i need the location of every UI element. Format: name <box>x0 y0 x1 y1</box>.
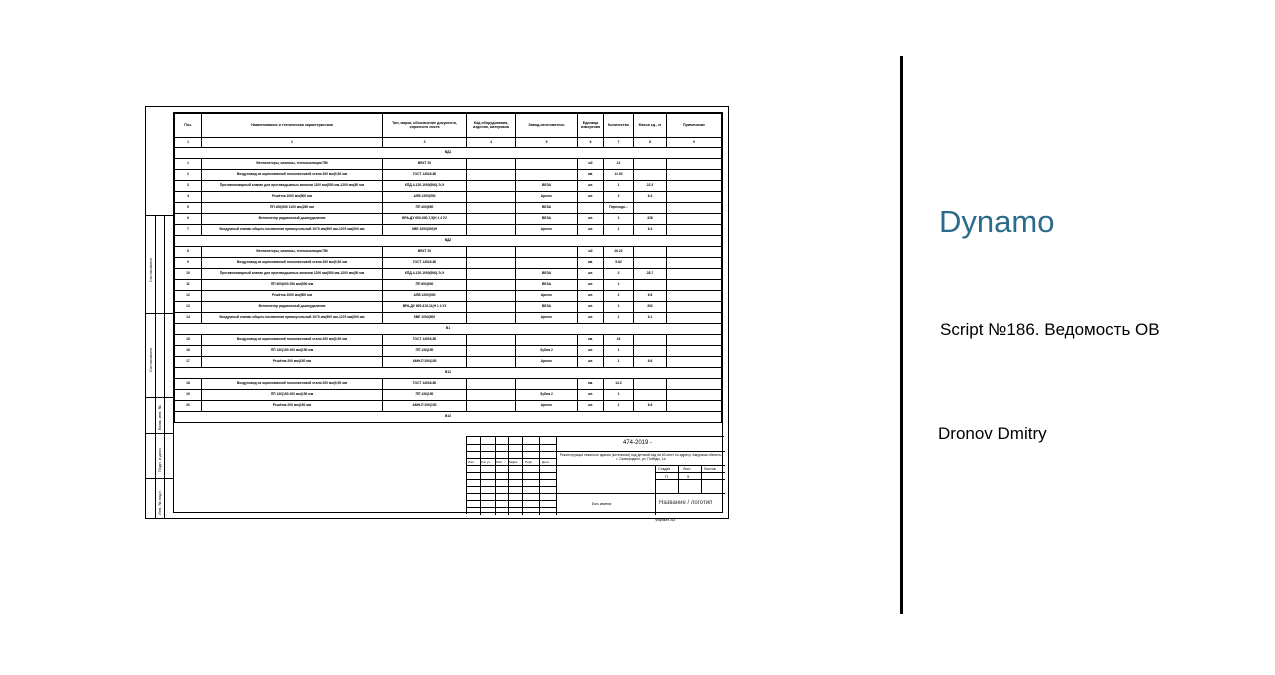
table-cell <box>667 313 722 324</box>
table-cell: 22.3 <box>634 181 667 192</box>
table-cell: Воздуховод из оцинкованной тонколистовой стали 300 мм(0,50 мм <box>202 258 383 269</box>
table-cell <box>667 291 722 302</box>
table-row <box>175 390 722 401</box>
side-cell-agreed-2 <box>146 313 173 397</box>
table-cell: Наименование и техническая характеристика <box>202 114 383 138</box>
app-title: Dynamo <box>939 204 1055 239</box>
table-row <box>175 247 722 258</box>
table-cell: 1 <box>604 214 634 225</box>
table-cell: Арктос <box>516 313 578 324</box>
table-cell <box>516 335 578 346</box>
table-row <box>175 379 722 390</box>
table-cell: шт. <box>578 192 604 203</box>
side-cell-agreed-1 <box>146 215 173 313</box>
table-cell: шт. <box>578 390 604 401</box>
table-cell: Завод-изготовитель <box>516 114 578 138</box>
table-cell: Воздуховод из оцинкованной тонколистовой стали 200 мм(0,50 мм <box>202 379 383 390</box>
table-cell <box>634 346 667 357</box>
table-cell: Решётка 1000 мм(500 мм <box>202 291 383 302</box>
side-label: Инв. № подл. <box>157 490 162 515</box>
table-cell: 1 <box>604 280 634 291</box>
table-cell: КВЕ 1000(500 <box>383 313 467 324</box>
stamp-sheet-label: Лист <box>683 467 691 471</box>
table-cell: Решётка 200 мм(150 мм <box>202 357 383 368</box>
table-row <box>175 159 722 170</box>
table-cell <box>667 269 722 280</box>
table-cell: Примечание <box>667 114 722 138</box>
side-label: Взам. инв. № <box>157 405 162 430</box>
table-cell: 6 <box>175 214 202 225</box>
table-cell <box>667 401 722 412</box>
table-cell <box>516 379 578 390</box>
stamp-sheet-value: 9 <box>687 474 690 479</box>
table-cell: 4 <box>175 192 202 203</box>
table-cell: 6.1 <box>634 313 667 324</box>
table-cell: 5.82 <box>604 258 634 269</box>
table-cell: ПП 130(150 200 мм(150 мм <box>202 346 383 357</box>
table-cell: 2 <box>604 269 634 280</box>
table-cell: Вентиляторы, клапаны, теплоизоляция ПМ <box>202 159 383 170</box>
table-cell: АЛВ 1200(500 <box>383 192 467 203</box>
table-cell: Воздуховод из оцинкованной тонколистовой стали 200 мм(0,50 мм <box>202 335 383 346</box>
table-cell: Противопожарный клапан для противодымных каналов 1100 мм(500 мм-1200 мм(50 мм <box>202 181 383 192</box>
table-group-row <box>175 412 722 423</box>
table-cell: 26.22 <box>604 247 634 258</box>
table-cell: ПП 600(600 <box>383 280 467 291</box>
table-cell: КПД-4-120-1000(500)-Э-Э <box>383 269 467 280</box>
table-cell: Зубов 2 <box>516 346 578 357</box>
table-cell: 16 <box>604 335 634 346</box>
table-cell: шт. <box>578 181 604 192</box>
table-cell <box>667 159 722 170</box>
table-cell: Масса ед., кг <box>634 114 667 138</box>
table-cell: КПД-4-120-1000(500)-Э-Э <box>383 181 467 192</box>
table-cell: 13 <box>175 302 202 313</box>
table-cell: ВЕЗА <box>516 203 578 214</box>
table-column-numbers-row <box>175 138 722 148</box>
table-cell: шт. <box>578 291 604 302</box>
table-cell: 6.4 <box>634 225 667 236</box>
table-cell: 2 <box>202 138 383 148</box>
table-cell: 10 <box>175 269 202 280</box>
table-cell <box>667 346 722 357</box>
table-cell: ВЕЗА <box>516 269 578 280</box>
table-cell <box>467 401 516 412</box>
table-cell: Противопожарный клапан для противодымных каналов 1200 мм(500 мм-1200 мм(50 мм <box>202 269 383 280</box>
table-cell: ПП 600(600 250 мм(500 мм <box>202 280 383 291</box>
table-cell: 3 <box>383 138 467 148</box>
table-cell: 1 <box>604 390 634 401</box>
table-row <box>175 357 722 368</box>
table-cell <box>667 170 722 181</box>
table-cell <box>467 335 516 346</box>
table-cell: Арктос <box>516 225 578 236</box>
stamp-col-header: Изм. <box>468 460 475 464</box>
table-cell: 14.2 <box>604 379 634 390</box>
table-cell: шт. <box>578 302 604 313</box>
divider-rule <box>900 56 903 614</box>
table-row <box>175 225 722 236</box>
table-cell: 7 <box>604 138 634 148</box>
table-cell: 28.7 <box>634 269 667 280</box>
table-cell <box>667 192 722 203</box>
table-group-row <box>175 368 722 379</box>
stamp-project-code: 474-2019 - <box>623 440 653 446</box>
table-cell: 1 <box>604 401 634 412</box>
table-cell: 1 <box>604 313 634 324</box>
table-cell <box>467 313 516 324</box>
table-cell: ВРА-ДУ 600-300-7,5(Н 1 4 У2 <box>383 214 467 225</box>
table-cell: Арктос <box>516 401 578 412</box>
table-cell <box>667 280 722 291</box>
table-cell: шт. <box>578 346 604 357</box>
stamp-sheets-label: Листов <box>704 467 716 471</box>
table-cell: 19 <box>175 390 202 401</box>
table-cell: ВЕКТ 20 <box>383 159 467 170</box>
table-cell <box>467 379 516 390</box>
table-cell <box>467 302 516 313</box>
table-cell: ГОСТ 14918-80 <box>383 379 467 390</box>
table-cell: 392 <box>634 302 667 313</box>
table-cell <box>467 291 516 302</box>
table-row <box>175 302 722 313</box>
table-cell <box>516 159 578 170</box>
table-cell <box>634 390 667 401</box>
table-cell: ВЕЗА <box>516 214 578 225</box>
table-row <box>175 346 722 357</box>
table-cell: Воздуховод из оцинкованной тонколистовой стали 300 мм(0,50 мм <box>202 170 383 181</box>
table-cell: 18 <box>175 379 202 390</box>
table-cell: ПП 400(650 <box>383 203 467 214</box>
table-cell: ПП 130(150 <box>383 346 467 357</box>
table-row <box>175 335 722 346</box>
table-row <box>175 269 722 280</box>
table-cell: Арктос <box>516 192 578 203</box>
table-cell <box>467 159 516 170</box>
table-cell: 5 <box>175 203 202 214</box>
table-cell: 6 <box>578 138 604 148</box>
table-cell: 6.6 <box>634 291 667 302</box>
table-cell: 2 <box>604 192 634 203</box>
table-cell: КВЕ 1000(500)Н <box>383 225 467 236</box>
stamp-col-header: №Док. <box>509 460 519 464</box>
table-cell: шт. <box>578 214 604 225</box>
table-cell: 3 <box>175 181 202 192</box>
table-cell: 17 <box>175 357 202 368</box>
table-cell: Вентилятор радиальный дымоудаления <box>202 214 383 225</box>
table-cell <box>467 346 516 357</box>
table-cell: 7 <box>175 225 202 236</box>
table-cell <box>667 214 722 225</box>
table-cell <box>667 335 722 346</box>
table-cell: АЛВ 1200(500 <box>383 291 467 302</box>
table-cell: 4 <box>467 138 516 148</box>
table-cell: Поз. <box>175 114 202 138</box>
table-cell <box>467 214 516 225</box>
stamp-col-header: Подп. <box>525 460 533 464</box>
table-cell: пм. <box>578 170 604 181</box>
stamp-format: Формат А3 <box>655 517 676 522</box>
table-cell: 9 <box>667 138 722 148</box>
stamp-stage-value: П <box>665 474 668 479</box>
table-cell: 14 <box>175 313 202 324</box>
table-cell: ГОСТ 14918-80 <box>383 170 467 181</box>
side-cell-sign <box>146 433 173 478</box>
table-cell: шт. <box>578 225 604 236</box>
table-cell: 6.6 <box>634 401 667 412</box>
table-cell: 1 <box>604 346 634 357</box>
table-cell <box>634 335 667 346</box>
table-cell <box>467 181 516 192</box>
table-cell: АМН-П 200(150 <box>383 401 467 412</box>
table-cell: ВЕЗА <box>516 181 578 192</box>
table-cell <box>467 258 516 269</box>
table-cell: Вентилятор радиальный дымоудаления <box>202 302 383 313</box>
table-cell <box>634 159 667 170</box>
table-cell: пм. <box>578 335 604 346</box>
table-cell <box>467 192 516 203</box>
table-cell: шт. <box>578 401 604 412</box>
table-cell: ВЕЗА <box>516 280 578 291</box>
table-cell: 1 <box>604 302 634 313</box>
table-cell <box>467 247 516 258</box>
table-row <box>175 203 722 214</box>
table-cell <box>467 280 516 291</box>
table-cell <box>667 379 722 390</box>
table-group-row <box>175 148 722 159</box>
table-header-row <box>175 114 722 138</box>
side-stamp <box>146 107 173 518</box>
table-cell: 11 <box>175 280 202 291</box>
table-cell: 6.4 <box>634 192 667 203</box>
table-cell <box>467 203 516 214</box>
table-cell: Вентиляторы, клапаны, теплоизоляция ПМ <box>202 247 383 258</box>
table-cell <box>634 170 667 181</box>
table-cell: ВРА-ДУ 600-315-11(Н 1 4 У2 <box>383 302 467 313</box>
drawing-sheet <box>145 106 729 522</box>
table-cell: м2 <box>578 159 604 170</box>
table-row <box>175 192 722 203</box>
table-row <box>175 313 722 324</box>
table-group-row <box>175 324 722 335</box>
table-cell: 11.92 <box>604 170 634 181</box>
stamp-stage-label: Стадия <box>658 467 671 471</box>
script-title: Script №186. Ведомость ОВ <box>940 320 1160 339</box>
stamp-col-header: Лист <box>496 460 503 464</box>
table-cell <box>667 302 722 313</box>
table-cell <box>516 247 578 258</box>
table-cell <box>667 203 722 214</box>
table-cell: 2 <box>604 291 634 302</box>
table-cell: Арктос <box>516 291 578 302</box>
table-cell: ПП 130(150 <box>383 390 467 401</box>
side-cell-replace <box>146 397 173 433</box>
group-title: ВД1 <box>175 148 722 159</box>
title-block <box>466 436 724 522</box>
table-row <box>175 291 722 302</box>
table-cell: 6.6 <box>634 357 667 368</box>
table-cell: 9 <box>175 258 202 269</box>
specification-table <box>174 113 722 423</box>
table-cell <box>467 269 516 280</box>
stamp-col-header: Дата <box>542 460 549 464</box>
table-cell: 12 <box>175 291 202 302</box>
table-cell: 326 <box>634 214 667 225</box>
table-cell: Количество <box>604 114 634 138</box>
table-cell <box>634 203 667 214</box>
table-cell: ВЕКТ 20 <box>383 247 467 258</box>
table-row <box>175 401 722 412</box>
table-cell: 8 <box>175 247 202 258</box>
table-cell <box>667 258 722 269</box>
group-title: В1 <box>175 324 722 335</box>
title-block-grid <box>467 437 557 515</box>
table-row <box>175 214 722 225</box>
table-cell: шт. <box>578 313 604 324</box>
table-cell: ПП 400(650 1100 мм(250 мм <box>202 203 383 214</box>
side-cell-inv <box>146 478 173 519</box>
table-cell <box>634 258 667 269</box>
table-cell: шт. <box>578 280 604 291</box>
table-cell <box>634 280 667 291</box>
table-cell: 20 <box>175 401 202 412</box>
table-cell: Воздушный клапан общего назначения прямоугольный 1070 мм(500 мм-1070 мм(500 мм <box>202 225 383 236</box>
table-cell: Единица измерения <box>578 114 604 138</box>
table-cell: АМН-П 200(150 <box>383 357 467 368</box>
table-row <box>175 280 722 291</box>
table-cell: 12 <box>604 159 634 170</box>
table-row <box>175 258 722 269</box>
table-cell: 1 <box>175 138 202 148</box>
table-cell: ВЕЗА <box>516 302 578 313</box>
side-label: Подп. и дата <box>157 448 162 472</box>
table-cell: 5 <box>516 138 578 148</box>
table-cell: 8 <box>634 138 667 148</box>
table-cell: шт. <box>578 357 604 368</box>
stamp-col-header: Кол.уч. <box>481 460 491 464</box>
group-title: В12 <box>175 368 722 379</box>
table-cell: шт. <box>578 269 604 280</box>
table-cell: 1 <box>604 357 634 368</box>
table-cell: Код оборудования, изделия, материала <box>467 114 516 138</box>
table-cell: Переходн... <box>604 203 634 214</box>
stamp-logo-text: Название / логотип <box>659 500 713 506</box>
table-cell <box>516 258 578 269</box>
table-cell <box>467 225 516 236</box>
table-cell <box>516 170 578 181</box>
table-cell: 1 <box>604 181 634 192</box>
table-cell: 1 <box>175 159 202 170</box>
table-cell <box>634 247 667 258</box>
table-cell: Арктос <box>516 357 578 368</box>
table-cell <box>667 225 722 236</box>
spec-frame <box>173 112 723 522</box>
table-cell: пм. <box>578 379 604 390</box>
table-cell: пм. <box>578 258 604 269</box>
side-label: Согласовано <box>148 257 153 282</box>
table-cell <box>634 379 667 390</box>
table-cell <box>467 170 516 181</box>
table-cell: м2 <box>578 247 604 258</box>
table-cell <box>667 357 722 368</box>
table-cell: Решётка 200 мм(150 мм <box>202 401 383 412</box>
table-cell <box>467 390 516 401</box>
table-cell: ПП 130(150 200 мм(150 мм <box>202 390 383 401</box>
table-cell: 1 <box>604 225 634 236</box>
table-cell <box>667 390 722 401</box>
table-cell: 2 <box>175 170 202 181</box>
table-row <box>175 181 722 192</box>
table-group-row <box>175 236 722 247</box>
table-cell <box>467 357 516 368</box>
table-cell <box>667 247 722 258</box>
table-cell: 15 <box>175 335 202 346</box>
table-cell: Тип, марка, обозначение документа, опросного листа <box>383 114 467 138</box>
group-title: В13 <box>175 412 722 423</box>
group-title: ВД2 <box>175 236 722 247</box>
table-cell <box>667 181 722 192</box>
table-cell: Зубов 2 <box>516 390 578 401</box>
table-cell: Воздушный клапан общего назначения прямоугольный 1070 мм(500 мм-1270 мм(500 мм <box>202 313 383 324</box>
table-row <box>175 170 722 181</box>
table-cell: 16 <box>175 346 202 357</box>
author-name: Dronov Dmitry <box>938 424 1047 443</box>
side-label: Согласовано <box>148 347 153 372</box>
table-cell: ГОСТ 14918-80 <box>383 258 467 269</box>
table-cell <box>578 203 604 214</box>
table-cell: ГОСТ 14918-80 <box>383 335 467 346</box>
table-cell: Решётка 1000 мм(500 мм <box>202 192 383 203</box>
stamp-doc-name: Без имени <box>592 501 612 506</box>
stamp-project-name: Реконструкция нежилого здания (котельная) под детский сад на 60 мест по адресу: Амурская область, г. Сковородино, ул. Победы, 1а <box>559 453 723 461</box>
